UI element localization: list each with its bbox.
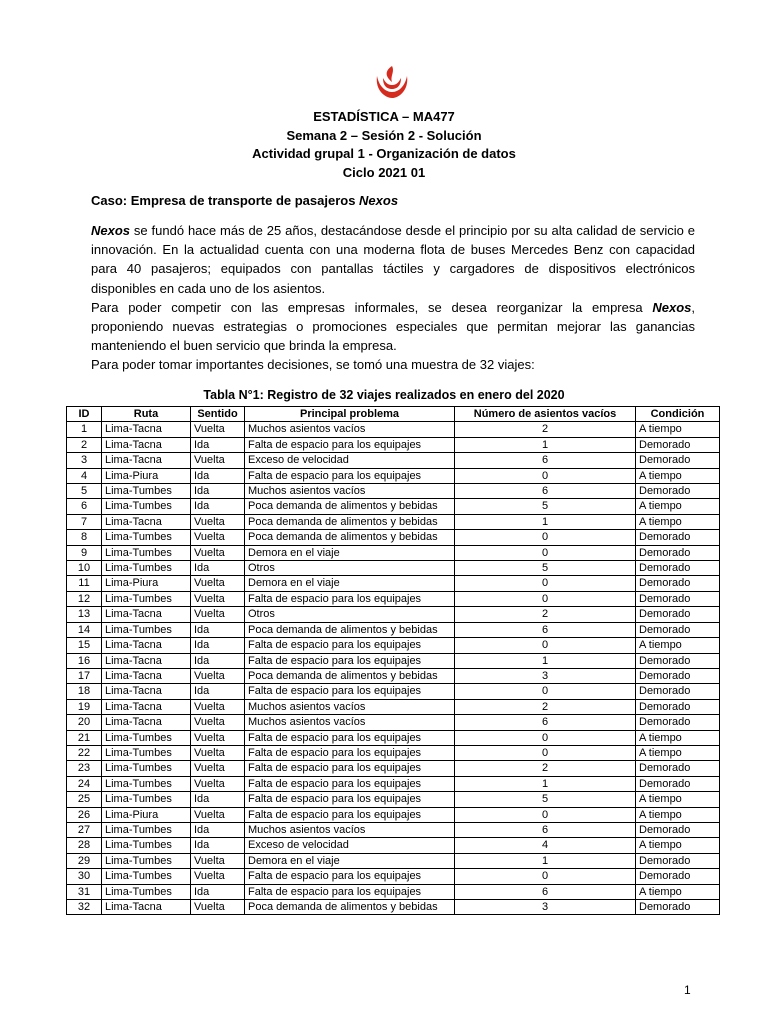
cell-asientos: 5 xyxy=(455,792,636,807)
header-problema: Principal problema xyxy=(245,407,455,422)
page-number: 1 xyxy=(684,983,691,997)
cell-problema: Demora en el viaje xyxy=(245,545,455,560)
cell-sentido: Vuelta xyxy=(191,807,245,822)
cell-id: 21 xyxy=(67,730,102,745)
cell-ruta: Lima-Tumbes xyxy=(102,530,191,545)
cell-ruta: Lima-Tacna xyxy=(102,638,191,653)
case-description xyxy=(91,221,695,375)
cell-sentido: Vuelta xyxy=(191,776,245,791)
table-row xyxy=(67,761,720,776)
paragraph-1: Nexos se fundó hace más de 25 años, destacándose desde el principio por su alta calidad de servicio e innovación. En la actualidad cuenta con una moderna flota de buses Mercedes Benz con capacidad para 40 pasajeros; equipados con pantallas táctiles y cargadores de dispositivos electrónicos disponibles en cada uno de los asientos. xyxy=(91,223,695,296)
cell-condicion: Demorado xyxy=(636,591,720,606)
cell-asientos: 6 xyxy=(455,622,636,637)
cell-asientos: 5 xyxy=(455,499,636,514)
cell-sentido: Vuelta xyxy=(191,745,245,760)
cell-id: 12 xyxy=(67,591,102,606)
cell-asientos: 2 xyxy=(455,607,636,622)
cell-sentido: Ida xyxy=(191,838,245,853)
cell-asientos: 6 xyxy=(455,453,636,468)
cell-asientos: 6 xyxy=(455,884,636,899)
table-row xyxy=(67,545,720,560)
cell-sentido: Vuelta xyxy=(191,869,245,884)
cell-sentido: Ida xyxy=(191,684,245,699)
cell-asientos: 0 xyxy=(455,545,636,560)
cell-ruta: Lima-Tumbes xyxy=(102,822,191,837)
cell-id: 26 xyxy=(67,807,102,822)
cell-problema: Poca demanda de alimentos y bebidas xyxy=(245,900,455,915)
cell-ruta: Lima-Tacna xyxy=(102,699,191,714)
cell-id: 11 xyxy=(67,576,102,591)
cell-problema: Falta de espacio para los equipajes xyxy=(245,761,455,776)
cell-asientos: 0 xyxy=(455,591,636,606)
cell-problema: Falta de espacio para los equipajes xyxy=(245,653,455,668)
cell-condicion: Demorado xyxy=(636,607,720,622)
cell-sentido: Vuelta xyxy=(191,530,245,545)
cell-condicion: Demorado xyxy=(636,484,720,499)
cell-id: 24 xyxy=(67,776,102,791)
table-row xyxy=(67,684,720,699)
cell-sentido: Ida xyxy=(191,484,245,499)
cell-problema: Demora en el viaje xyxy=(245,853,455,868)
cell-ruta: Lima-Tumbes xyxy=(102,561,191,576)
cell-ruta: Lima-Tumbes xyxy=(102,761,191,776)
cell-sentido: Vuelta xyxy=(191,699,245,714)
document-header xyxy=(0,108,768,182)
activity-title: Actividad grupal 1 - Organización de datos xyxy=(252,146,516,161)
cell-id: 7 xyxy=(67,514,102,529)
cell-id: 20 xyxy=(67,715,102,730)
table-row xyxy=(67,453,720,468)
cell-condicion: Demorado xyxy=(636,622,720,637)
cell-ruta: Lima-Piura xyxy=(102,576,191,591)
cell-ruta: Lima-Tacna xyxy=(102,514,191,529)
cell-asientos: 0 xyxy=(455,468,636,483)
cell-sentido: Vuelta xyxy=(191,730,245,745)
table-row xyxy=(67,699,720,714)
case-title: Caso: Empresa de transporte de pasajeros Nexos xyxy=(91,193,399,208)
table-row xyxy=(67,484,720,499)
cell-condicion: Demorado xyxy=(636,437,720,452)
cell-problema: Muchos asientos vacíos xyxy=(245,422,455,437)
table-row xyxy=(67,668,720,683)
cell-condicion: A tiempo xyxy=(636,730,720,745)
cell-problema: Falta de espacio para los equipajes xyxy=(245,437,455,452)
cell-condicion: Demorado xyxy=(636,545,720,560)
cell-condicion: Demorado xyxy=(636,668,720,683)
cell-ruta: Lima-Tumbes xyxy=(102,499,191,514)
cell-ruta: Lima-Tacna xyxy=(102,607,191,622)
cell-sentido: Ida xyxy=(191,884,245,899)
cell-id: 10 xyxy=(67,561,102,576)
trips-table xyxy=(66,406,720,915)
cell-id: 13 xyxy=(67,607,102,622)
cell-problema: Demora en el viaje xyxy=(245,576,455,591)
cell-sentido: Vuelta xyxy=(191,761,245,776)
cell-ruta: Lima-Tacna xyxy=(102,453,191,468)
cell-id: 16 xyxy=(67,653,102,668)
cell-condicion: A tiempo xyxy=(636,514,720,529)
cell-problema: Falta de espacio para los equipajes xyxy=(245,792,455,807)
cell-condicion: Demorado xyxy=(636,653,720,668)
cell-condicion: Demorado xyxy=(636,900,720,915)
table-row xyxy=(67,514,720,529)
cell-ruta: Lima-Tacna xyxy=(102,715,191,730)
table-row xyxy=(67,622,720,637)
cell-id: 17 xyxy=(67,668,102,683)
cell-id: 4 xyxy=(67,468,102,483)
cell-sentido: Vuelta xyxy=(191,422,245,437)
cell-asientos: 3 xyxy=(455,668,636,683)
cell-id: 9 xyxy=(67,545,102,560)
cell-condicion: Demorado xyxy=(636,715,720,730)
cell-ruta: Lima-Piura xyxy=(102,468,191,483)
header-asientos: Número de asientos vacíos xyxy=(455,407,636,422)
cell-sentido: Vuelta xyxy=(191,576,245,591)
university-logo-icon xyxy=(373,64,411,100)
cell-condicion: Demorado xyxy=(636,853,720,868)
cell-asientos: 0 xyxy=(455,745,636,760)
cell-id: 14 xyxy=(67,622,102,637)
cell-asientos: 0 xyxy=(455,530,636,545)
cell-sentido: Vuelta xyxy=(191,900,245,915)
cell-asientos: 6 xyxy=(455,715,636,730)
cell-sentido: Vuelta xyxy=(191,453,245,468)
table-caption: Tabla N°1: Registro de 32 viajes realizados en enero del 2020 xyxy=(203,388,565,402)
cell-problema: Falta de espacio para los equipajes xyxy=(245,638,455,653)
table-row xyxy=(67,607,720,622)
table-header-row xyxy=(67,407,720,422)
table-row xyxy=(67,653,720,668)
table-row xyxy=(67,745,720,760)
cell-asientos: 0 xyxy=(455,869,636,884)
cell-problema: Falta de espacio para los equipajes xyxy=(245,468,455,483)
cell-condicion: A tiempo xyxy=(636,468,720,483)
cycle-title: Ciclo 2021 01 xyxy=(342,164,426,180)
cell-asientos: 4 xyxy=(455,838,636,853)
cell-problema: Poca demanda de alimentos y bebidas xyxy=(245,622,455,637)
table-row xyxy=(67,884,720,899)
cell-id: 3 xyxy=(67,453,102,468)
cell-id: 1 xyxy=(67,422,102,437)
cell-sentido: Ida xyxy=(191,653,245,668)
header-condicion: Condición xyxy=(636,407,720,422)
cell-sentido: Vuelta xyxy=(191,514,245,529)
cell-problema: Falta de espacio para los equipajes xyxy=(245,884,455,899)
cell-id: 31 xyxy=(67,884,102,899)
table-row xyxy=(67,437,720,452)
cell-problema: Falta de espacio para los equipajes xyxy=(245,807,455,822)
cell-sentido: Ida xyxy=(191,622,245,637)
cell-ruta: Lima-Tumbes xyxy=(102,853,191,868)
cell-problema: Muchos asientos vacíos xyxy=(245,699,455,714)
cell-id: 27 xyxy=(67,822,102,837)
cell-sentido: Ida xyxy=(191,638,245,653)
table-row xyxy=(67,853,720,868)
cell-ruta: Lima-Tacna xyxy=(102,900,191,915)
cell-ruta: Lima-Tumbes xyxy=(102,545,191,560)
cell-problema: Muchos asientos vacíos xyxy=(245,484,455,499)
table-body xyxy=(67,422,720,915)
cell-problema: Poca demanda de alimentos y bebidas xyxy=(245,530,455,545)
cell-ruta: Lima-Tacna xyxy=(102,653,191,668)
cell-sentido: Ida xyxy=(191,822,245,837)
cell-problema: Exceso de velocidad xyxy=(245,838,455,853)
cell-condicion: Demorado xyxy=(636,576,720,591)
cell-asientos: 1 xyxy=(455,776,636,791)
cell-condicion: Demorado xyxy=(636,822,720,837)
cell-ruta: Lima-Tumbes xyxy=(102,884,191,899)
cell-problema: Falta de espacio para los equipajes xyxy=(245,776,455,791)
cell-condicion: A tiempo xyxy=(636,807,720,822)
cell-condicion: Demorado xyxy=(636,684,720,699)
cell-id: 19 xyxy=(67,699,102,714)
cell-sentido: Vuelta xyxy=(191,853,245,868)
cell-problema: Falta de espacio para los equipajes xyxy=(245,591,455,606)
cell-problema: Otros xyxy=(245,607,455,622)
cell-ruta: Lima-Tumbes xyxy=(102,792,191,807)
session-title: Semana 2 – Sesión 2 - Solución xyxy=(286,127,482,143)
cell-id: 6 xyxy=(67,499,102,514)
cell-asientos: 3 xyxy=(455,900,636,915)
cell-condicion: Demorado xyxy=(636,453,720,468)
cell-condicion: Demorado xyxy=(636,530,720,545)
cell-ruta: Lima-Piura xyxy=(102,807,191,822)
cell-problema: Falta de espacio para los equipajes xyxy=(245,745,455,760)
cell-asientos: 2 xyxy=(455,761,636,776)
paragraph-3: Para poder tomar importantes decisiones, se tomó una muestra de 32 viajes: xyxy=(91,357,535,373)
cell-sentido: Vuelta xyxy=(191,715,245,730)
cell-sentido: Vuelta xyxy=(191,591,245,606)
cell-problema: Muchos asientos vacíos xyxy=(245,715,455,730)
cell-asientos: 0 xyxy=(455,730,636,745)
header-ruta: Ruta xyxy=(102,407,191,422)
cell-id: 30 xyxy=(67,869,102,884)
cell-problema: Otros xyxy=(245,561,455,576)
cell-ruta: Lima-Tumbes xyxy=(102,745,191,760)
cell-id: 23 xyxy=(67,761,102,776)
cell-sentido: Vuelta xyxy=(191,607,245,622)
table-row xyxy=(67,499,720,514)
cell-sentido: Vuelta xyxy=(191,545,245,560)
cell-condicion: Demorado xyxy=(636,561,720,576)
table-row xyxy=(67,638,720,653)
cell-asientos: 2 xyxy=(455,422,636,437)
cell-condicion: A tiempo xyxy=(636,884,720,899)
cell-ruta: Lima-Tumbes xyxy=(102,776,191,791)
cell-asientos: 6 xyxy=(455,484,636,499)
cell-asientos: 0 xyxy=(455,638,636,653)
cell-asientos: 1 xyxy=(455,653,636,668)
cell-asientos: 1 xyxy=(455,437,636,452)
table-row xyxy=(67,869,720,884)
cell-condicion: A tiempo xyxy=(636,792,720,807)
table-row xyxy=(67,900,720,915)
cell-ruta: Lima-Tacna xyxy=(102,668,191,683)
cell-id: 5 xyxy=(67,484,102,499)
cell-id: 2 xyxy=(67,437,102,452)
cell-ruta: Lima-Tumbes xyxy=(102,591,191,606)
cell-sentido: Ida xyxy=(191,561,245,576)
case-company: Nexos xyxy=(359,193,399,208)
cell-sentido: Ida xyxy=(191,499,245,514)
table-row xyxy=(67,422,720,437)
cell-problema: Falta de espacio para los equipajes xyxy=(245,869,455,884)
cell-condicion: A tiempo xyxy=(636,638,720,653)
cell-asientos: 0 xyxy=(455,684,636,699)
table-row xyxy=(67,838,720,853)
cell-id: 32 xyxy=(67,900,102,915)
cell-asientos: 1 xyxy=(455,853,636,868)
cell-asientos: 1 xyxy=(455,514,636,529)
cell-condicion: A tiempo xyxy=(636,838,720,853)
cell-problema: Poca demanda de alimentos y bebidas xyxy=(245,499,455,514)
table-row xyxy=(67,468,720,483)
cell-ruta: Lima-Tacna xyxy=(102,437,191,452)
cell-id: 8 xyxy=(67,530,102,545)
table-row xyxy=(67,822,720,837)
cell-condicion: Demorado xyxy=(636,869,720,884)
cell-ruta: Lima-Tumbes xyxy=(102,838,191,853)
cell-asientos: 6 xyxy=(455,822,636,837)
cell-asientos: 5 xyxy=(455,561,636,576)
cell-ruta: Lima-Tacna xyxy=(102,684,191,699)
cell-asientos: 0 xyxy=(455,807,636,822)
table-row xyxy=(67,576,720,591)
cell-problema: Muchos asientos vacíos xyxy=(245,822,455,837)
cell-problema: Poca demanda de alimentos y bebidas xyxy=(245,668,455,683)
cell-id: 18 xyxy=(67,684,102,699)
cell-condicion: A tiempo xyxy=(636,422,720,437)
cell-ruta: Lima-Tumbes xyxy=(102,622,191,637)
cell-condicion: Demorado xyxy=(636,699,720,714)
header-id: ID xyxy=(67,407,102,422)
cell-ruta: Lima-Tumbes xyxy=(102,484,191,499)
course-title: ESTADÍSTICA – MA477 xyxy=(313,109,455,124)
table-row xyxy=(67,792,720,807)
cell-id: 25 xyxy=(67,792,102,807)
cell-condicion: A tiempo xyxy=(636,499,720,514)
cell-id: 28 xyxy=(67,838,102,853)
cell-id: 29 xyxy=(67,853,102,868)
cell-asientos: 2 xyxy=(455,699,636,714)
cell-sentido: Ida xyxy=(191,468,245,483)
cell-problema: Falta de espacio para los equipajes xyxy=(245,730,455,745)
header-sentido: Sentido xyxy=(191,407,245,422)
cell-sentido: Ida xyxy=(191,792,245,807)
cell-id: 15 xyxy=(67,638,102,653)
cell-condicion: Demorado xyxy=(636,776,720,791)
cell-id: 22 xyxy=(67,745,102,760)
cell-ruta: Lima-Tacna xyxy=(102,422,191,437)
cell-asientos: 0 xyxy=(455,576,636,591)
cell-ruta: Lima-Tumbes xyxy=(102,730,191,745)
table-row xyxy=(67,530,720,545)
table-row xyxy=(67,715,720,730)
table-row xyxy=(67,730,720,745)
cell-problema: Poca demanda de alimentos y bebidas xyxy=(245,514,455,529)
table-row xyxy=(67,591,720,606)
cell-condicion: A tiempo xyxy=(636,745,720,760)
cell-ruta: Lima-Tumbes xyxy=(102,869,191,884)
cell-problema: Falta de espacio para los equipajes xyxy=(245,684,455,699)
table-row xyxy=(67,807,720,822)
table-row xyxy=(67,561,720,576)
cell-problema: Exceso de velocidad xyxy=(245,453,455,468)
cell-sentido: Vuelta xyxy=(191,668,245,683)
cell-condicion: Demorado xyxy=(636,761,720,776)
paragraph-2: Para poder competir con las empresas informales, se desea reorganizar la empresa Nexos, proponiendo nuevas estrategias o promociones especiales que permitan mejorar las ganancias manteniendo el buen servicio que brinda la empresa. xyxy=(91,299,695,354)
cell-sentido: Ida xyxy=(191,437,245,452)
table-row xyxy=(67,776,720,791)
